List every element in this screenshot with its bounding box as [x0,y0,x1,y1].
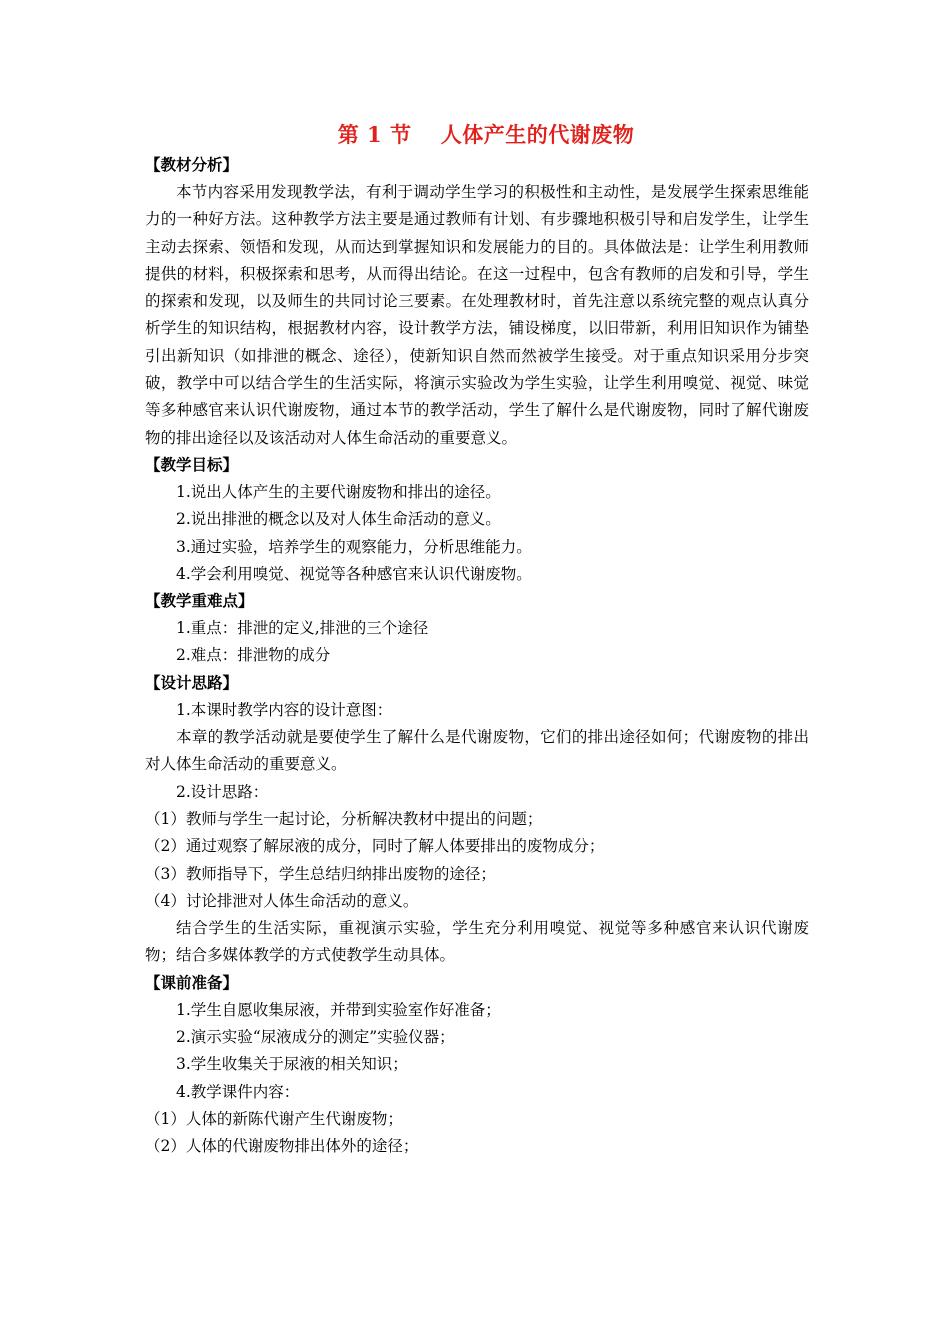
design-item: 2.设计思路： [176,782,269,801]
goal-item: 1.说出人体产生的主要代谢废物和排出的途径。 [176,482,501,501]
goal-item: 2.说出排泄的概念以及对人体生命活动的意义。 [176,510,501,529]
section-heading-prep: 【课前准备】 [145,973,239,992]
keypoint-item: 1.重点：排泄的定义,排泄的三个途径 [176,619,429,638]
design-paragraph: 本章的教学活动就是要使学生了解什么是代谢废物，它们的排出途径如何；代谢废物的排出对人体生命活动的重要意义。 [145,728,809,774]
section-heading-design: 【设计思路】 [145,673,239,692]
goal-item: 4.学会利用嗅觉、视觉等各种感官来认识代谢废物。 [176,564,532,583]
keypoint-item: 2.难点：排泄物的成分 [176,646,331,665]
page-title: 第 1 节 人体产生的代谢废物 [337,122,635,147]
section-heading-keypoints: 【教学重难点】 [145,592,254,611]
design-sub-item: （4）讨论排泄对人体生命活动的意义。 [145,891,419,910]
design-sub-item: （1）教师与学生一起讨论，分析解决教材中提出的问题； [145,809,543,828]
design-sub-item: （3）教师指导下，学生总结归纳排出废物的途径； [145,864,496,883]
design-sub-item: （2）通过观察了解尿液的成分，同时了解人体要排出的废物成分； [145,837,605,856]
design-paragraph: 结合学生的生活实际，重视演示实验，学生充分利用嗅觉、视觉等多种感官来认识代谢废物；结合多媒体教学的方式使教学生动具体。 [145,919,809,965]
design-item: 1.本课时教学内容的设计意图： [176,700,393,719]
goal-item: 3.通过实验，培养学生的观察能力，分析思维能力。 [176,537,532,556]
prep-item: 1.学生自愿收集尿液，并带到实验室作好准备； [176,1000,501,1019]
analysis-paragraph: 本节内容采用发现教学法，有利于调动学生学习的积极性和主动性，是发展学生探索思维能力的一种好方法。这种教学方法主要是通过教师有计划、有步骤地积极引导和启发学生，让学生主动去探索、领悟和发现，从而达到掌握知识和发展能力的目的。具体做法是：让学生利用教师提供的材料，积极探索和思考，从而得出结论。在这一过程中，包含有教师的启发和引导，学生的探索和发现，以及师生的共同讨论三要素。在处理教材时，首先注意以系统完整的观点认真分析学生的知识结构，根据教材内容，设计教学方法，铺设梯度，以旧带新，利用旧知识作为铺垫引出新知识（如排泄的概念、途径），使新知识自然而然被学生接受。对于重点知识采用分步突破，教学中可以结合学生的生活实际，将演示实验改为学生实验，让学生利用嗅觉、视觉、味觉等多种感官来认识代谢废物，通过本节的教学活动，学生了解什么是代谢废物，同时了解代谢废物的排出途径以及该活动对人体生命活动的重要意义。 [145,183,809,447]
prep-item: 3.学生收集关于尿液的相关知识； [176,1055,408,1074]
section-heading-analysis: 【教材分析】 [145,156,239,174]
prep-sub-item: （2）人体的代谢废物排出体外的途径； [145,1137,419,1156]
document-page [145,118,809,1161]
prep-sub-item: （1）人体的新陈代谢产生代谢废物； [145,1109,403,1128]
prep-item: 4.教学课件内容： [176,1082,300,1101]
prep-item: 2.演示实验“尿液成分的测定”实验仪器； [176,1028,455,1047]
section-heading-goals: 【教学目标】 [145,455,239,474]
